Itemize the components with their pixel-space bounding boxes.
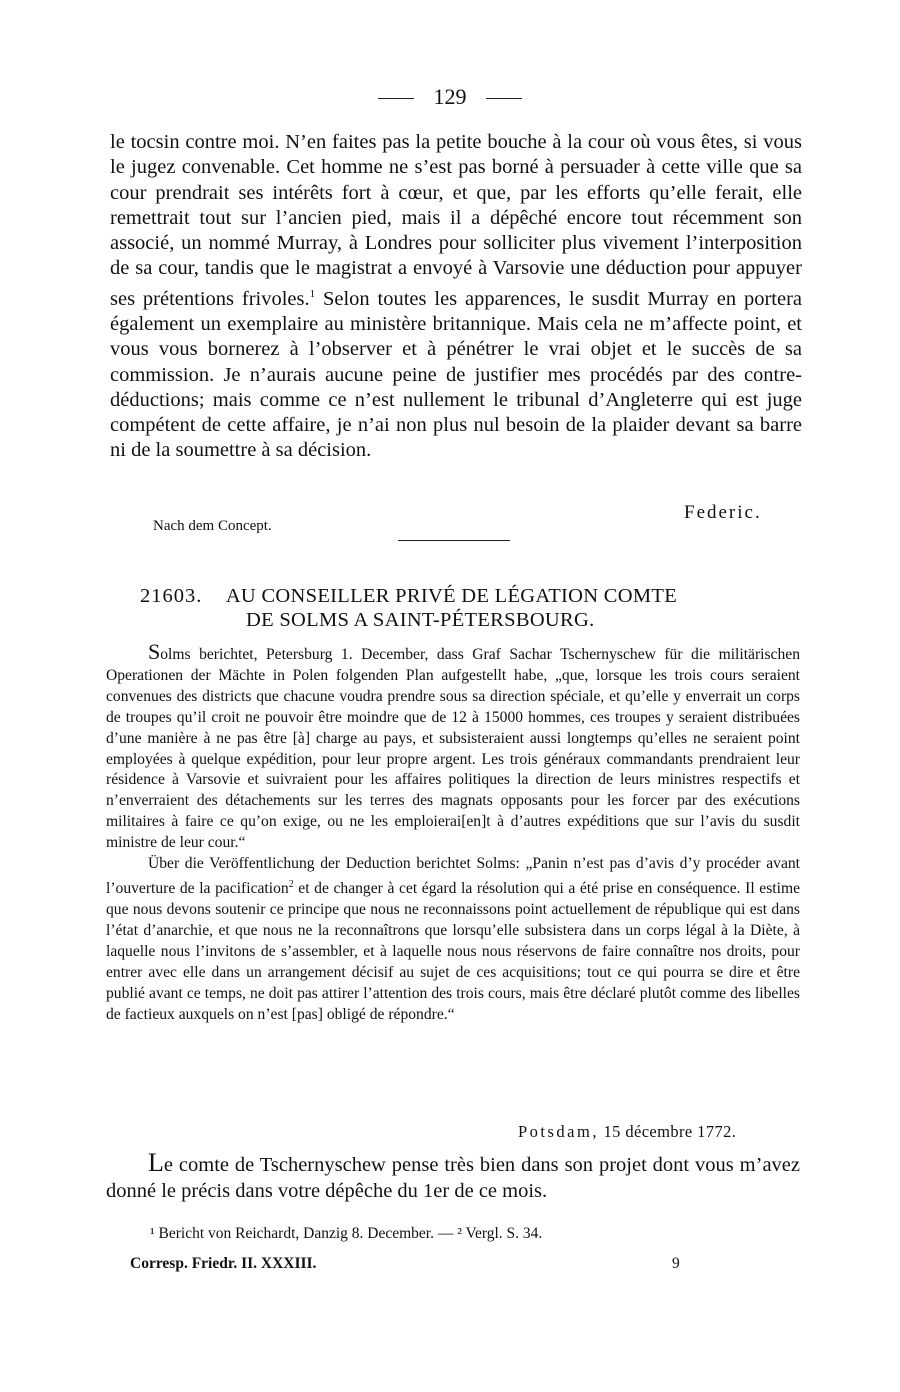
continuation-text: le tocsin contre moi. N’en faites pas la petite bouche à la cour où vous êtes, si vous le jugez convenable. Cet homme ne s’est pas borné à persuader à cette ville que sa cour prendrait ses intérêts fort à cœur, et que, par les efforts qu’elle ferait, elle remettrait tout sur l’ancien pied, mais il a dépêché encore tout récemment son associé, un nommé Murray, à Londres pour solliciter plus vivement l’interposition de sa cour, tandis que le magistrat a envoyé à Varsovie une déduction pour appuyer ses prétentions frivoles. xyxy=(110,131,802,310)
footer-sheet-number: 9 xyxy=(672,1255,680,1272)
continuation-text-2: Selon toutes les apparences, le susdit Murray en portera également un exemplaire au ministère britannique. Mais cela ne m’affecte point, et vous vous bornerez à l’observer et à pénétrer le vrai objet et le succès de sa commission. Je n’aurais aucune peine de justifier mes procédés par des contre-déductions; mais comme ce n’est nullement le tribunal d’Angleterre qui est juge compétent de cette affaire, je n’ai non plus nul besoin de la plaider devant sa barre ni de la soumettre à sa décision. xyxy=(110,287,802,462)
dateline-place: Potsdam, xyxy=(518,1122,599,1141)
summary-dropcap: S xyxy=(148,639,161,664)
letter-title-line-2: DE SOLMS A SAINT-PÉTERSBOURG. xyxy=(246,609,595,631)
summary-text-2a: Über die Veröffentlichung der Deduction berichtet Solms: „Panin n’est pas d’avis d’y procéder avant l’ouverture de la pacification xyxy=(106,855,800,898)
footnotes: ¹ Bericht von Reichardt, Danzig 8. December. — ² Vergl. S. 34. xyxy=(150,1225,543,1242)
footer-signature-mark: Corresp. Friedr. II. XXXIII. xyxy=(130,1255,317,1272)
header-rule-right xyxy=(486,98,522,99)
editorial-summary xyxy=(106,639,800,1026)
footnote-ref-2: 2 xyxy=(288,878,294,890)
summary-paragraph-2 xyxy=(106,854,800,1025)
summary-text-2b: et de changer à cet égard la résolution qui a été prise en conséquence. Il estime que nous devons soutenir ce principe que nous ne reconnaissons point actuellement de république qui est dans l’état d’anarchie, et que nous ne la reconnaîtrons que lorsqu’elle subsistera dans un corps légal à la Diète, à laquelle nous l’invitons de s’assembler, et à laquelle nous nous réservons de faire connaître nos droits, pour entrer avec elle dans un arrangement décisif au sujet de ces acquisitions; tout ce qui pourra se dire et être publié avant ce temps, ne doit pas attirer l’attention des trois cours, mais être déclaré plutôt comme des libelles de factieux auxquels on n’est [pas] obligé de répondre.“ xyxy=(106,880,800,1023)
letter-opening-paragraph xyxy=(106,1150,800,1204)
dateline-date: 15 décembre 1772. xyxy=(598,1122,737,1141)
letter-opening xyxy=(106,1150,800,1204)
letter-dropcap: L xyxy=(148,1148,164,1177)
footnote-ref-1: 1 xyxy=(309,287,316,300)
letter-body-continuation xyxy=(110,130,802,464)
continuation-paragraph xyxy=(110,130,802,464)
letter-heading xyxy=(140,584,780,632)
letter-number: 21603. xyxy=(140,585,203,607)
page-number: 129 xyxy=(433,84,467,109)
dateline xyxy=(518,1122,736,1142)
summary-paragraph-1 xyxy=(106,639,800,854)
page-header xyxy=(0,84,900,110)
letter-title-line-1: AU CONSEILLER PRIVÉ DE LÉGATION COMTE xyxy=(225,585,678,607)
summary-text-1: olms berichtet, Petersburg 1. December, dass Graf Sachar Tschernyschew für die militärischen Operationen der Mächte in Polen folgenden Plan aufgestellt habe, „que, lorsque les trois cours seraient convenues des districts que chacune voudra prendre sous sa direction spéciale, et qu’elle y enverrait un corps de troupes qu’il croit ne pouvoir être moindre que de 12 à 15000 hommes, ces troupes y seraient distribuées d’une manière à ne pas être [à] charge au pays, et subsisteraient aussi longtemps qu’elles ne seraient point employées à quelque expédition, pour leur propre argent. Les trois généraux commandants prendraient leur résidence à Varsovie et suivraient pour les affaires politiques la direction de leurs ministres respectifs et n’enverraient des détachements sur les terres des magnats opposants pour les forcer par des exécutions militaires à faire ce qu’on exige, ou ne les emploierai[en]t à d’autres expéditions que sur l’avis du susdit ministre de leur cour.“ xyxy=(106,646,800,852)
letter-opening-text: e comte de Tschernyschew pense très bien dans son projet dont vous m’avez donné le précis dans votre dépêche du 1er de ce mois. xyxy=(106,1154,800,1202)
concept-note: Nach dem Concept. xyxy=(153,518,272,534)
header-rule-left xyxy=(378,98,414,99)
section-separator xyxy=(398,540,510,541)
signature: Federic. xyxy=(684,502,762,523)
